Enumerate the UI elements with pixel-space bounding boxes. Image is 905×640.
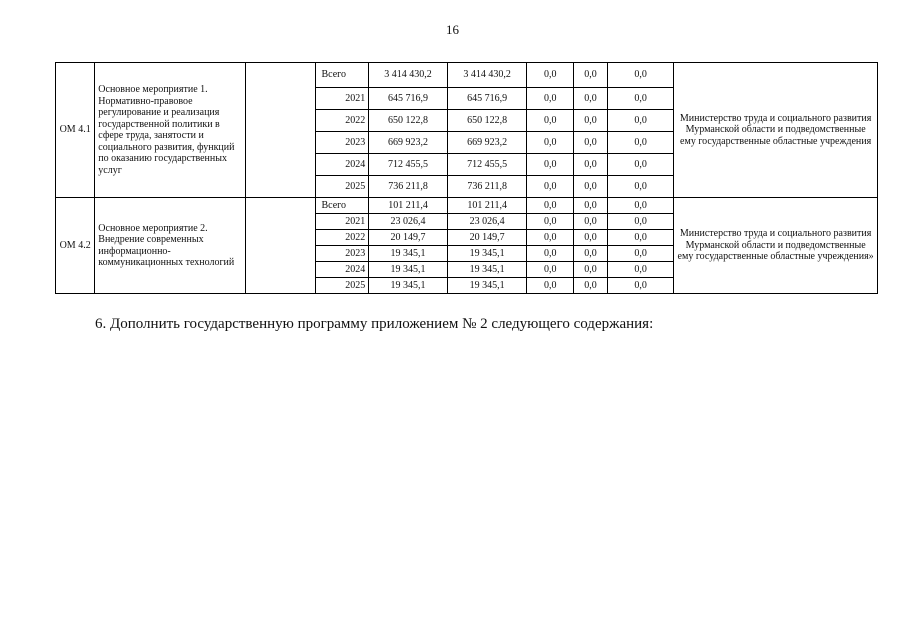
year-cell: 2024 [315,262,369,278]
responsible-organization: Министерство труда и социального развития Мурманской области и подведомственные ему государственные областные учреждения [674,63,878,198]
year-cell: 2022 [315,110,369,132]
regional-amount: 19 345,1 [447,262,527,278]
federal-amount: 0,0 [527,110,574,132]
section-paragraph: 6. Дополнить государственную программу приложением № 2 следующего содержания: [95,316,654,332]
total-amount: 19 345,1 [369,278,448,294]
regional-amount: 19 345,1 [447,246,527,262]
other-amount: 0,0 [608,88,674,110]
total-amount: 19 345,1 [369,246,448,262]
local-amount: 0,0 [573,262,607,278]
regional-amount: 3 414 430,2 [447,63,527,88]
other-amount: 0,0 [608,198,674,214]
other-amount: 0,0 [608,262,674,278]
local-amount: 0,0 [573,214,607,230]
total-amount: 712 455,5 [369,154,448,176]
activity-code: ОМ 4.2 [56,198,95,294]
other-amount: 0,0 [608,278,674,294]
year-cell: 2025 [315,278,369,294]
total-amount: 669 923,2 [369,132,448,154]
total-amount: 19 345,1 [369,262,448,278]
local-amount: 0,0 [573,176,607,198]
table-row [56,198,878,214]
total-amount: 736 211,8 [369,176,448,198]
year-cell: 2021 [315,88,369,110]
regional-amount: 712 455,5 [447,154,527,176]
activity-name: Основное мероприятие 2. Внедрение современных информационно-коммуникационных технологий [95,198,246,294]
budget-table [55,62,878,294]
regional-amount: 101 211,4 [447,198,527,214]
local-amount: 0,0 [573,110,607,132]
total-amount: 645 716,9 [369,88,448,110]
performer-cell [246,63,315,198]
year-cell: 2024 [315,154,369,176]
regional-amount: 736 211,8 [447,176,527,198]
regional-amount: 645 716,9 [447,88,527,110]
year-cell: 2025 [315,176,369,198]
local-amount: 0,0 [573,154,607,176]
federal-amount: 0,0 [527,63,574,88]
local-amount: 0,0 [573,246,607,262]
federal-amount: 0,0 [527,262,574,278]
federal-amount: 0,0 [527,246,574,262]
year-cell: 2023 [315,132,369,154]
performer-cell [246,198,315,294]
year-cell: 2022 [315,230,369,246]
total-amount: 20 149,7 [369,230,448,246]
local-amount: 0,0 [573,88,607,110]
year-cell: 2023 [315,246,369,262]
local-amount: 0,0 [573,278,607,294]
federal-amount: 0,0 [527,278,574,294]
regional-amount: 20 149,7 [447,230,527,246]
local-amount: 0,0 [573,230,607,246]
federal-amount: 0,0 [527,230,574,246]
table-row [56,63,878,88]
total-amount: 23 026,4 [369,214,448,230]
federal-amount: 0,0 [527,88,574,110]
federal-amount: 0,0 [527,214,574,230]
activity-code: ОМ 4.1 [56,63,95,198]
regional-amount: 23 026,4 [447,214,527,230]
other-amount: 0,0 [608,132,674,154]
year-cell: Всего [315,198,369,214]
federal-amount: 0,0 [527,154,574,176]
other-amount: 0,0 [608,230,674,246]
total-amount: 3 414 430,2 [369,63,448,88]
local-amount: 0,0 [573,132,607,154]
other-amount: 0,0 [608,214,674,230]
federal-amount: 0,0 [527,132,574,154]
federal-amount: 0,0 [527,176,574,198]
other-amount: 0,0 [608,246,674,262]
responsible-organization: Министерство труда и социального развития Мурманской области и подведомственные ему государственные областные учреждения» [674,198,878,294]
year-cell: Всего [315,63,369,88]
regional-amount: 650 122,8 [447,110,527,132]
regional-amount: 19 345,1 [447,278,527,294]
total-amount: 101 211,4 [369,198,448,214]
activity-name: Основное мероприятие 1. Нормативно-правовое регулирование и реализация государственной политики в сфере труда, занятости и социального развития, функций по оказанию государственных услуг [95,63,246,198]
other-amount: 0,0 [608,154,674,176]
regional-amount: 669 923,2 [447,132,527,154]
other-amount: 0,0 [608,110,674,132]
local-amount: 0,0 [573,198,607,214]
other-amount: 0,0 [608,176,674,198]
federal-amount: 0,0 [527,198,574,214]
other-amount: 0,0 [608,63,674,88]
local-amount: 0,0 [573,63,607,88]
total-amount: 650 122,8 [369,110,448,132]
year-cell: 2021 [315,214,369,230]
page-number: 16 [446,22,459,37]
